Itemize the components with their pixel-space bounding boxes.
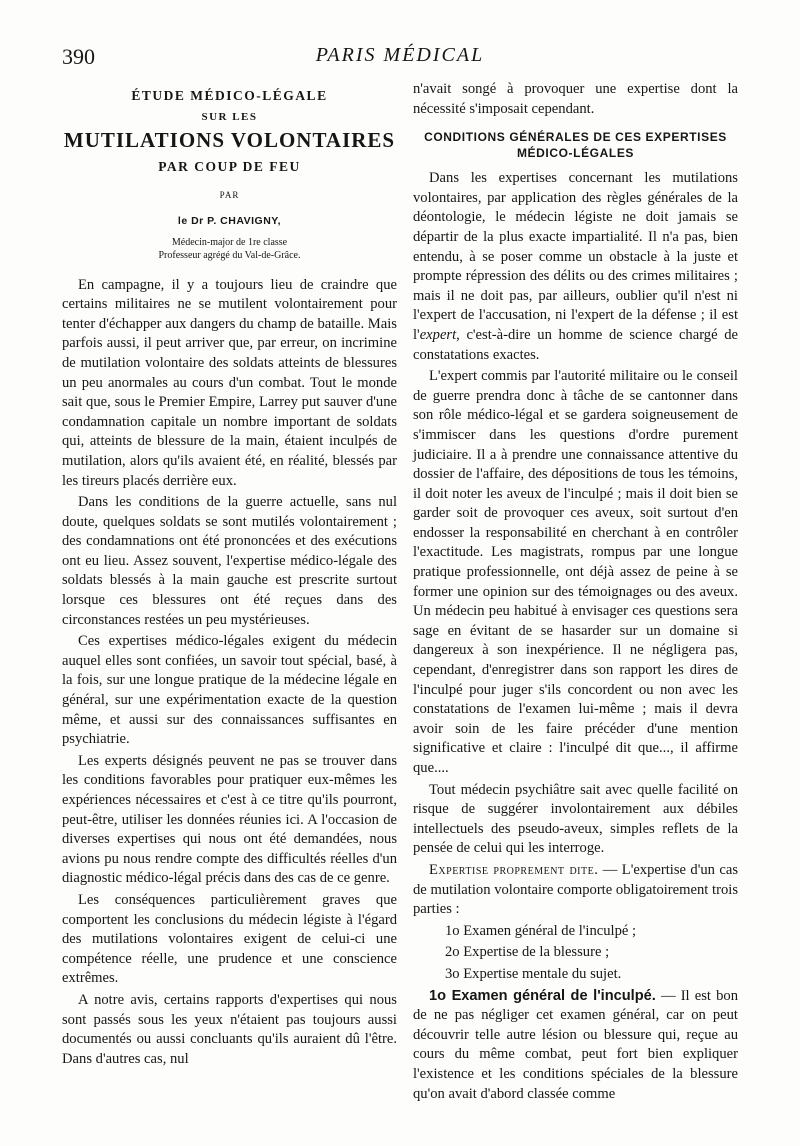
italic-term: expert — [419, 326, 457, 343]
paragraph: Les conséquences particulièrement graves que comportent les conclusions du médecin légiste à l'égard des mutilations volontaires exigent de celui-ci une compétence réelle, une prudence et une conscience extrêmes. — [62, 891, 397, 987]
subsection-lead: Expertise proprement dite. — [429, 861, 599, 878]
list-item: 3o Expertise mentale du sujet. — [445, 965, 622, 982]
list-item: 2o Expertise de la blessure ; — [445, 944, 610, 961]
paragraph — [413, 861, 738, 920]
byline-par: PAR — [219, 190, 240, 201]
affiliation-line: Professeur agrégé du Val-de-Grâce. — [158, 249, 301, 261]
paragraph-text: — Il est bon de ne pas négliger cet examen général, car on peut découvrir telle autre lésion ou blessure qui, reçue au cours du même combat, peut fort bien expliquer l'existence et les conditions spéciales de la blessure qu'on avait d'abord classée comme — [413, 987, 738, 1102]
article-title-line4: PAR COUP DE FEU — [158, 158, 301, 174]
paragraph: L'expert commis par l'autorité militaire ou le conseil de guerre prendra donc à tâche de se cantonner dans son rôle médico-légal et se gardera soigneusement de s'immiscer dans les questions d'ordre purement judiciaire. Il a à prendre une connaissance attentive du dossier de l'affaire, des dépositions de tous les témoins, il doit noter les aveux de l'inculpé ; mais il doit bien se garder soit de provoquer ces aveux, soit surtout d'en endosser la responsabilité en cherchant à en contrôler l'exactitude. Les magistrats, rompus par une longue pratique professionnelle, ont déjà assez de peine à se former une opinion sur des témoignages ou des aveux. Un médecin peu habitué à envisager ces questions sera sage en évitant de se hasarder sur un domaine si dangereux à son inexpérience. Il ne négligera pas, cependant, d'enregistrer dans son rapport les dires de l'inculpé pour juger s'ils concordent ou non avec les constatations de l'examen lui-même ; mais il devra avoir soin de les faire précéder d'une mention significative et claire : l'inculpé dit que..., il affirme que.... — [413, 368, 738, 776]
paragraph: Les experts désignés peuvent ne pas se trouver dans les conditions favorables pour pratiquer eux-mêmes les expériences nécessaires et c'est à ce titre qu'ils pourront, peut-être, utiliser les données réunies ici. A l'occasion de diverses expertises qui nous ont été demandées, nous avions pu nous rendre compte des difficultés réelles d'un diagnostic médico-légal précis dans des cas de ce genre. — [62, 752, 397, 887]
article-title-main: MUTILATIONS VOLONTAIRES — [63, 128, 396, 153]
subsection-lead: 1o Examen général de l'inculpé. — [429, 987, 656, 1004]
paragraph — [413, 169, 738, 365]
paragraph: En campagne, il y a toujours lieu de craindre que certains militaires ne se mutilent volontairement pour tenter d'échapper aux dangers du champ de bataille. Mais parfois aussi, il peut arriver que, par erreur, on incrimine de mutilation volontaire des soldats atteints de blessures un peu anormales au cours d'un combat. Tout le monde sait que, sous le Premier Empire, Larrey put sauver d'une condamnation capitale un nombre important de soldats qui, atteints de blessure de la main, étaient inculpés de mutilation, alors qu'ils avaient été, en réalité, blessés par les tireurs placés derrière eux. — [62, 276, 397, 489]
paragraph-text: — L'expertise d'un cas de mutilation volontaire comporte obligatoirement trois parties : — [413, 861, 738, 918]
paragraph: Dans les conditions de la guerre actuelle, sans nul doute, quelques soldats se sont mutilés volontairement ; des condamnations ont été prononcées et des exécutions ont eu lieu. Assez souvent, l'expertise médico-légale des soldats blessés à la main gauche est prescrite surtout lorsque ces blessures ont été reçues dans des circonstances restées un peu mystérieuses. — [62, 494, 397, 628]
right-column — [413, 80, 738, 1106]
running-head — [62, 44, 738, 74]
section-heading: CONDITIONS GÉNÉRALES DE CES EXPERTISES MÉDICO-LÉGALES — [424, 130, 727, 161]
paragraph-text: , c'est-à-dire un homme de science chargé de constatations exactes. — [413, 326, 738, 363]
paragraph-text: Dans les expertises concernant les mutilations volontaires, par application des règles générales de la déontologie, le médecin légiste ne doit jamais se départir de la plus exacte impartialité. Il n'a pas, bien entendu, à se poser comme un obstacle à la juste et prompte répression des délits ou des crimes militaires ; mais il ne doit pas, par ailleurs, oublier qu'il n'est ni l'expert de l'accusation, ni l'expert de la défense ; il est l' — [413, 170, 738, 343]
paragraph: A notre avis, certains rapports d'expertises qui nous sont passés sous les yeux n'étaient pas toujours aussi documentés ou aussi concluants qu'ils auraient dû l'être. Dans d'autres cas, nul — [62, 991, 397, 1067]
page-number: 390 — [62, 44, 95, 69]
paragraph: Ces expertises médico-légales exigent du médecin auquel elles sont confiées, un savoir tout spécial, basé, à la fois, sur une longue pratique de la médecine légale en général, sur une expérimentation exacte de la question même, et aussi sur des connaissances suffisantes en psychiatrie. — [62, 633, 397, 748]
paragraph: Tout médecin psychiâtre sait avec quelle facilité on risque de suggérer involontairement aux débiles intellectuels des pseudo-aveux, simples reflets de la pensée de celui qui les interroge. — [413, 781, 738, 857]
paragraph — [413, 987, 738, 1105]
article-title-line2: SUR LES — [201, 110, 258, 123]
paragraph: n'avait songé à provoquer une expertise dont la nécessité s'imposait cependant. — [413, 81, 738, 117]
author-affiliations — [62, 236, 397, 262]
list-item: 1o Examen général de l'inculpé ; — [445, 922, 637, 939]
left-column — [62, 80, 397, 1071]
author-name: le Dr P. CHAVIGNY, — [177, 214, 282, 227]
affiliation-line: Médecin-major de 1re classe — [171, 236, 288, 248]
article-title-line1: ÉTUDE MÉDICO-LÉGALE — [131, 88, 328, 103]
journal-title: PARIS MÉDICAL — [315, 44, 485, 66]
